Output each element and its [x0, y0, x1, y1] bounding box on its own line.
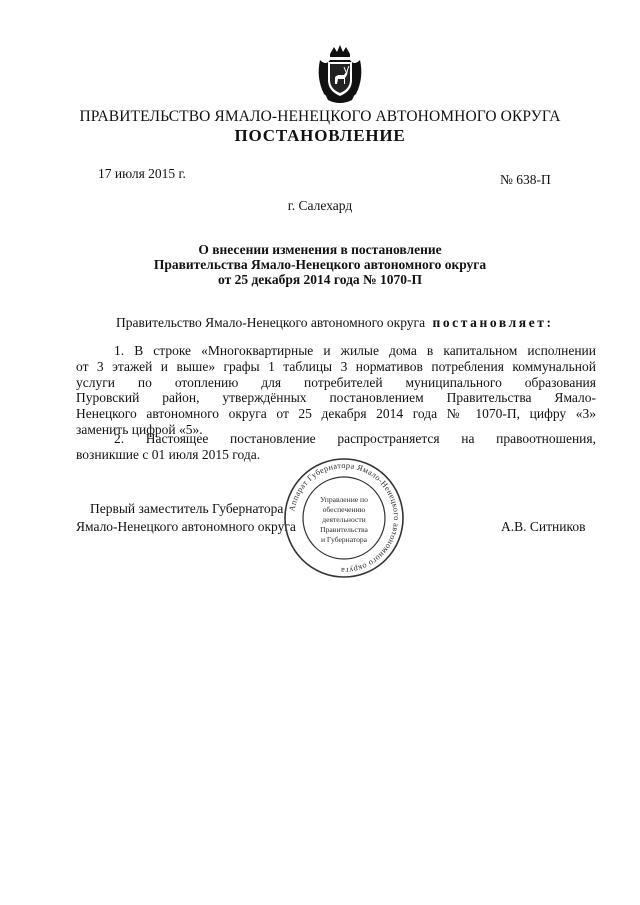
title-line: от 25 декабря 2014 года № 1070-П	[218, 272, 422, 287]
paragraph-line: услуги по отоплению для потребителей муниципального образования	[76, 374, 596, 390]
stamp-inner-line: Управление по	[320, 495, 368, 504]
decree-subject: Правительство Ямало-Ненецкого автономного округа	[116, 315, 426, 330]
stamp-inner-line: и Губернатора	[320, 535, 368, 544]
document-number: № 638-П	[500, 172, 551, 187]
document-date: 17 июля 2015 г.	[98, 166, 186, 181]
paragraph-line: от 3 этажей и выше» графы 1 таблицы 3 нормативов потребления коммунальной	[76, 358, 596, 374]
decree-statement	[116, 315, 554, 331]
signer-name: А.В. Ситников	[501, 519, 586, 534]
signer-title-line: Ямало-Ненецкого автономного округа	[76, 519, 296, 534]
stamp-ring-text: Аппарат Губернатора Ямало-Ненецкого автономного округа	[287, 460, 402, 576]
decree-verb: постановляет:	[432, 315, 554, 330]
document-type: ПОСТАНОВЛЕНИЕ	[234, 126, 406, 145]
paragraph-line: 2. Настоящее постановление распространяется на правоотношения,	[114, 431, 596, 446]
paragraph-line: 1. В строке «Многоквартирные и жилые дома в капитальном исполнении	[114, 343, 596, 358]
title-line: Правительства Ямало-Ненецкого автономного округа	[153, 257, 487, 272]
paragraph-line: возникшие с 01 июля 2015 года.	[76, 446, 261, 462]
organization-name: ПРАВИТЕЛЬСТВО ЯМАЛО-НЕНЕЦКОГО АВТОНОМНОГО ОКРУГА	[79, 108, 561, 125]
paragraph-line: Ненецкого автономного округа от 25 декабря 2014 года № 1070-П, цифру «3»	[76, 406, 596, 422]
document-title	[0, 242, 640, 287]
title-line: О внесении изменения в постановление	[198, 242, 442, 257]
stamp-inner-line: обеспечению	[322, 505, 366, 514]
stamp-inner-line: Правительства	[320, 525, 368, 534]
paragraph-1	[76, 343, 596, 438]
paragraph-line: Пуровский район, утверждённых постановлением Правительства Ямало-	[76, 390, 596, 406]
signer-title	[76, 500, 296, 536]
official-stamp	[282, 456, 406, 580]
document-city: г. Салехард	[287, 198, 353, 213]
paragraph-line: заменить цифрой «5».	[76, 421, 203, 437]
stamp-inner-line: деятельности	[322, 515, 366, 524]
signer-title-line: Первый заместитель Губернатора	[90, 501, 284, 516]
coat-of-arms-icon	[314, 44, 366, 104]
